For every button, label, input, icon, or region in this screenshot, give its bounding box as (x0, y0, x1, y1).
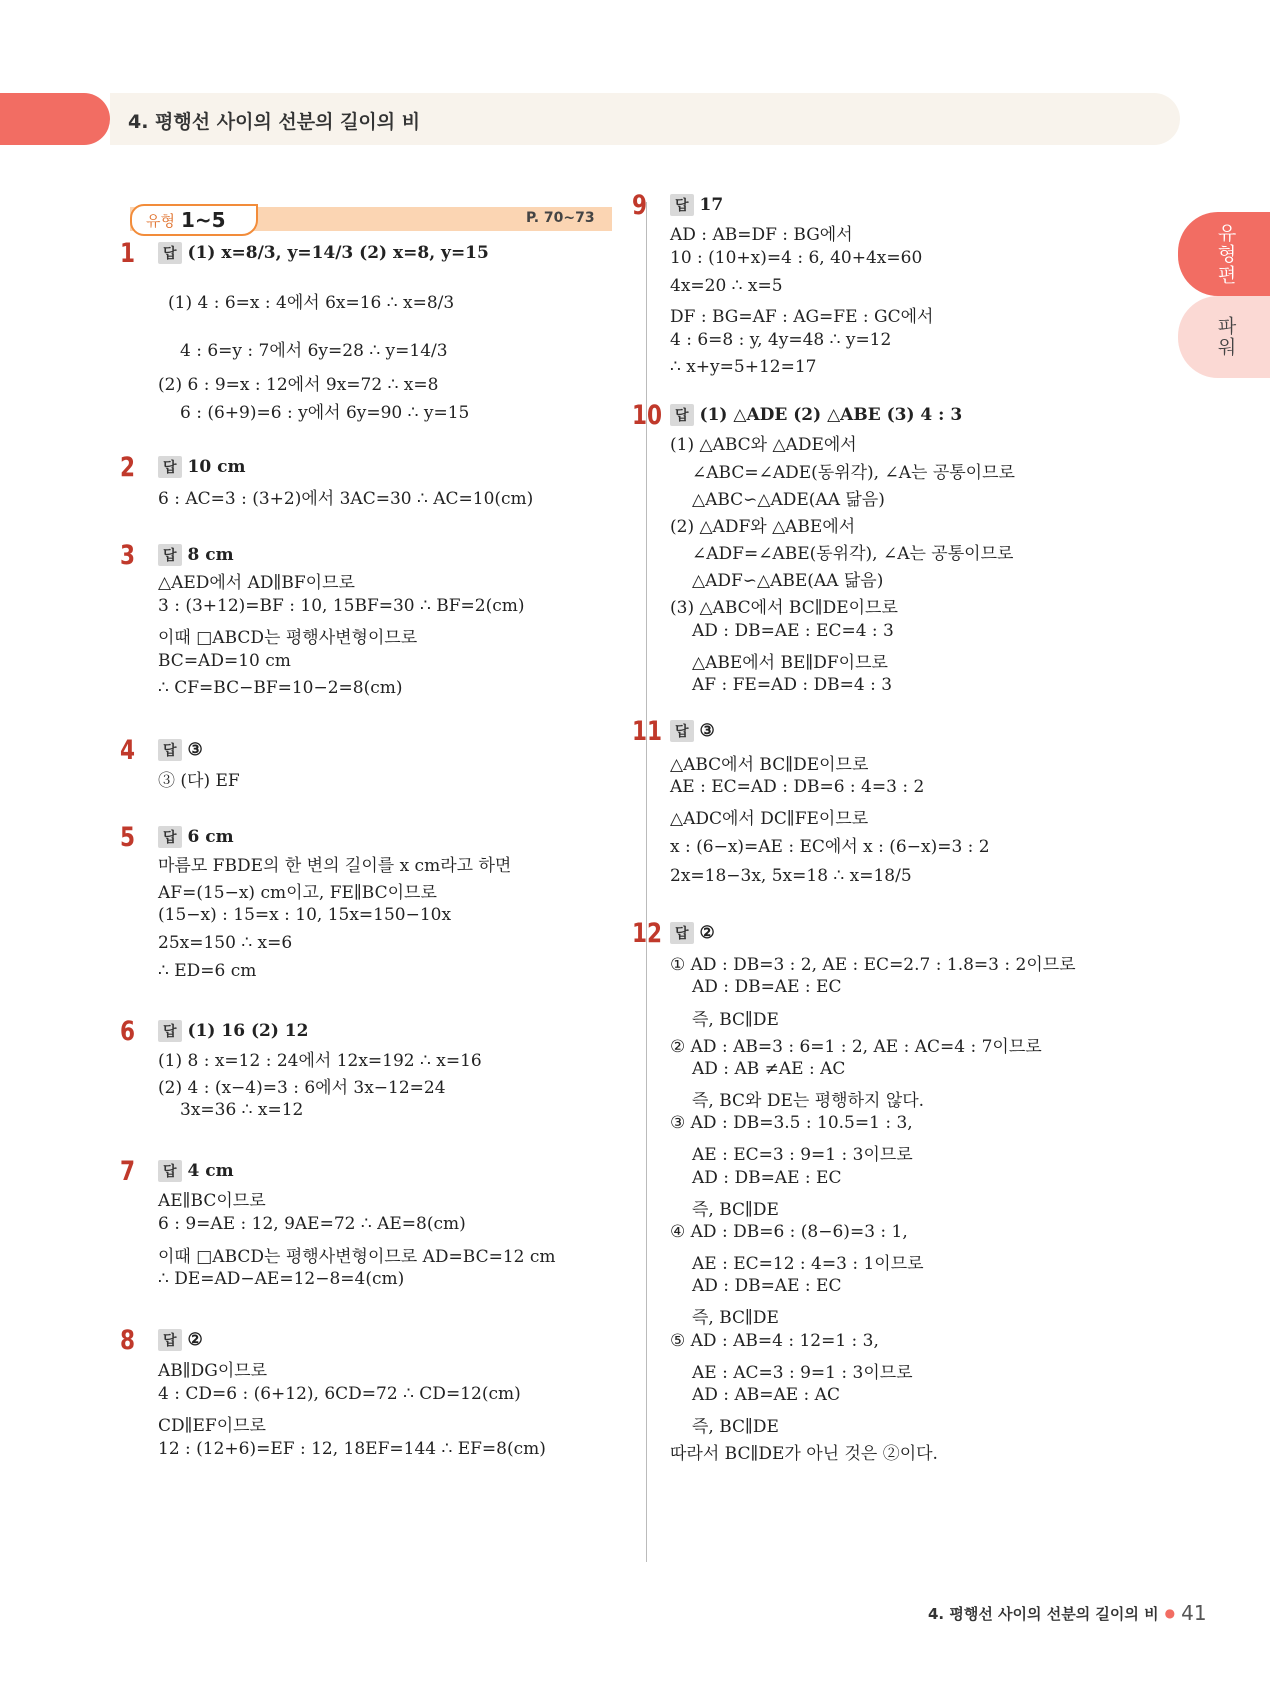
solution-line: 6 : (6+9)=6 : y에서 6y=90 ∴ y=15 (180, 403, 470, 423)
solution-line: AE : EC=12 : 4=3 : 1이므로 (692, 1254, 924, 1274)
solution-line: ② AD : AB=3 : 6=1 : 2, AE : AC=4 : 7이므로 (670, 1037, 1042, 1057)
answer-line (158, 1160, 234, 1182)
solution-line: 즉, BC∥DE (692, 1010, 779, 1030)
problem-number: 5 (120, 822, 136, 853)
solution-line: CD∥EF이므로 (158, 1416, 266, 1436)
answer-tag: 답 (158, 1160, 182, 1182)
solution-line: AE∥BC이므로 (158, 1191, 266, 1211)
answer-line (158, 456, 245, 478)
problem-number: 1 (120, 238, 136, 269)
answer-line (158, 826, 234, 848)
solution-line: 2x=18−3x, 5x=18 ∴ x=18/5 (670, 866, 912, 886)
answer-tag: 답 (670, 404, 694, 426)
answer-line (670, 922, 715, 944)
answer-tag: 답 (670, 194, 694, 216)
solution-line: 즉, BC와 DE는 평행하지 않다. (692, 1091, 925, 1111)
page-title: 4. 평행선 사이의 선분의 길이의 비 (128, 111, 421, 133)
solution-line: 25x=150 ∴ x=6 (158, 933, 293, 953)
solution-line: △AED에서 AD∥BF이므로 (158, 573, 355, 593)
solution-line: (2) 4 : (x−4)=3 : 6에서 3x−12=24 (158, 1078, 446, 1098)
solution-line: 10 : (10+x)=4 : 6, 40+4x=60 (670, 248, 923, 268)
problem-number: 11 (632, 716, 663, 747)
answer-text: ② (699, 923, 715, 943)
answer-text: (1) △ADE (2) △ABE (3) 4 : 3 (699, 405, 963, 425)
answer-tag: 답 (670, 720, 694, 742)
solution-line: (1) 4 : 6=x : 4에서 6x=16 ∴ x=8/3 (168, 293, 455, 313)
answer-tag: 답 (670, 922, 694, 944)
problem-number: 8 (120, 1325, 136, 1356)
header-accent (0, 93, 110, 145)
answer-line (158, 1020, 308, 1042)
answer-line (158, 739, 203, 761)
solution-line: (1) 8 : x=12 : 24에서 12x=192 ∴ x=16 (158, 1051, 482, 1071)
solution-line: 마름모 FBDE의 한 변의 길이를 x cm라고 하면 (158, 856, 512, 876)
solution-line: △ABC∽△ADE(AA 닮음) (692, 490, 885, 510)
type-label: 유형 1~5 (130, 204, 258, 236)
answer-line (158, 544, 234, 566)
answer-tag: 답 (158, 1020, 182, 1042)
bullet-icon: ● (1164, 1606, 1176, 1620)
solution-line: AD : AB=AE : AC (692, 1385, 840, 1405)
answer-text: 4 cm (187, 1161, 234, 1181)
solution-line: ∠ABC=∠ADE(동위각), ∠A는 공통이므로 (692, 463, 1015, 483)
solution-line: 12 : (12+6)=EF : 12, 18EF=144 ∴ EF=8(cm) (158, 1439, 546, 1459)
solution-line: AF : FE=AD : DB=4 : 3 (692, 675, 893, 695)
solution-line: ③ AD : DB=3.5 : 10.5=1 : 3, (670, 1113, 913, 1133)
solution-line: AD : DB=AE : EC (692, 977, 842, 997)
solution-line: 즉, BC∥DE (692, 1308, 779, 1328)
tab-power[interactable]: 파워 (1178, 296, 1270, 378)
tab-type-section[interactable]: 유형편 (1178, 212, 1270, 296)
answer-text: (1) 16 (2) 12 (187, 1021, 309, 1041)
problem-number: 7 (120, 1156, 136, 1187)
answer-tag: 답 (158, 544, 182, 566)
solution-line: AB∥DG이므로 (158, 1361, 268, 1381)
answer-text: 6 cm (187, 827, 234, 847)
answer-line (158, 242, 489, 264)
answer-tag: 답 (158, 739, 182, 761)
answer-tag: 답 (158, 242, 182, 264)
solution-line: ⑤ AD : AB=4 : 12=1 : 3, (670, 1331, 879, 1351)
answer-line (670, 194, 723, 216)
problem-number: 4 (120, 735, 136, 766)
solution-line: 4 : CD=6 : (6+12), 6CD=72 ∴ CD=12(cm) (158, 1384, 521, 1404)
solution-line: 이때 □ABCD는 평행사변형이므로 AD=BC=12 cm (158, 1247, 556, 1267)
solution-line: 4 : 6=8 : y, 4y=48 ∴ y=12 (670, 330, 892, 350)
answer-tag: 답 (158, 456, 182, 478)
solution-line: ∴ x+y=5+12=17 (670, 357, 817, 377)
answer-text: ③ (187, 740, 203, 760)
solution-line: 4x=20 ∴ x=5 (670, 276, 783, 296)
answer-text: ③ (699, 721, 715, 741)
solution-line: AF=(15−x) cm이고, FE∥BC이므로 (158, 883, 437, 903)
solution-line: ∠ADF=∠ABE(동위각), ∠A는 공통이므로 (692, 544, 1014, 564)
answer-text: (1) x=8/3, y=14/3 (2) x=8, y=15 (187, 243, 489, 263)
solution-line: ③ (다) EF (158, 771, 240, 791)
solution-line: (1) △ABC와 △ADE에서 (670, 435, 857, 455)
answer-text: 17 (699, 195, 724, 215)
solution-line: AD : DB=AE : EC (692, 1276, 842, 1296)
answer-tag: 답 (158, 826, 182, 848)
solution-line: ④ AD : DB=6 : (8−6)=3 : 1, (670, 1222, 908, 1242)
solution-line: AE : EC=3 : 9=1 : 3이므로 (692, 1145, 913, 1165)
problem-number: 2 (120, 452, 136, 483)
solution-line: △ABC에서 BC∥DE이므로 (670, 755, 869, 775)
solution-line: ① AD : DB=3 : 2, AE : EC=2.7 : 1.8=3 : 2이므로 (670, 955, 1076, 975)
solution-line: 6 : AC=3 : (3+2)에서 3AC=30 ∴ AC=10(cm) (158, 489, 534, 509)
solution-line: AD : AB ≠AE : AC (692, 1059, 846, 1079)
solution-line: AE : EC=AD : DB=6 : 4=3 : 2 (670, 777, 925, 797)
solution-line: 따라서 BC∥DE가 아닌 것은 ②이다. (670, 1444, 938, 1464)
solution-line: (2) △ADF와 △ABE에서 (670, 517, 856, 537)
problem-number: 10 (632, 400, 663, 431)
solution-line: 즉, BC∥DE (692, 1417, 779, 1437)
solution-line: 3x=36 ∴ x=12 (180, 1100, 304, 1120)
problem-number: 6 (120, 1016, 136, 1047)
solution-line: DF : BG=AF : AG=FE : GC에서 (670, 307, 934, 327)
type-pages: P. 70~73 (526, 210, 595, 226)
answer-text: 10 cm (187, 457, 246, 477)
solution-line: 4 : 6=y : 7에서 6y=28 ∴ y=14/3 (180, 341, 448, 361)
solution-line: AD : DB=AE : EC (692, 1168, 842, 1188)
answer-line (158, 1329, 203, 1351)
problem-number: 3 (120, 540, 136, 571)
solution-line: AD : AB=DF : BG에서 (670, 225, 853, 245)
solution-line: x : (6−x)=AE : EC에서 x : (6−x)=3 : 2 (670, 837, 990, 857)
footer (928, 1601, 1207, 1625)
solution-line: 즉, BC∥DE (692, 1200, 779, 1220)
solution-line: (15−x) : 15=x : 10, 15x=150−10x (158, 905, 452, 925)
answer-text: 8 cm (187, 545, 234, 565)
answer-tag: 답 (158, 1329, 182, 1351)
page-number: 41 (1181, 1601, 1207, 1625)
solution-line: △ADF∽△ABE(AA 닮음) (692, 571, 884, 591)
answer-line (670, 720, 715, 742)
problem-number: 12 (632, 918, 663, 949)
solution-line: △ABE에서 BE∥DF이므로 (692, 653, 888, 673)
footer-title: 4. 평행선 사이의 선분의 길이의 비 (928, 1604, 1159, 1623)
solution-line: BC=AD=10 cm (158, 651, 291, 671)
answer-line (670, 404, 962, 426)
answer-text: ② (187, 1330, 203, 1350)
solution-line: 이때 □ABCD는 평행사변형이므로 (158, 628, 418, 648)
solution-line: ∴ DE=AD−AE=12−8=4(cm) (158, 1269, 405, 1289)
solution-line: (3) △ABC에서 BC∥DE이므로 (670, 598, 898, 618)
solution-line: AD : DB=AE : EC=4 : 3 (692, 621, 894, 641)
solution-line: ∴ CF=BC−BF=10−2=8(cm) (158, 678, 403, 698)
problem-number: 9 (632, 190, 648, 221)
solution-line: 6 : 9=AE : 12, 9AE=72 ∴ AE=8(cm) (158, 1214, 466, 1234)
solution-line: △ADC에서 DC∥FE이므로 (670, 809, 869, 829)
solution-line: ∴ ED=6 cm (158, 961, 257, 981)
solution-line: 3 : (3+12)=BF : 10, 15BF=30 ∴ BF=2(cm) (158, 596, 525, 616)
solution-line: (2) 6 : 9=x : 12에서 9x=72 ∴ x=8 (158, 375, 439, 395)
solution-line: AE : AC=3 : 9=1 : 3이므로 (692, 1363, 913, 1383)
